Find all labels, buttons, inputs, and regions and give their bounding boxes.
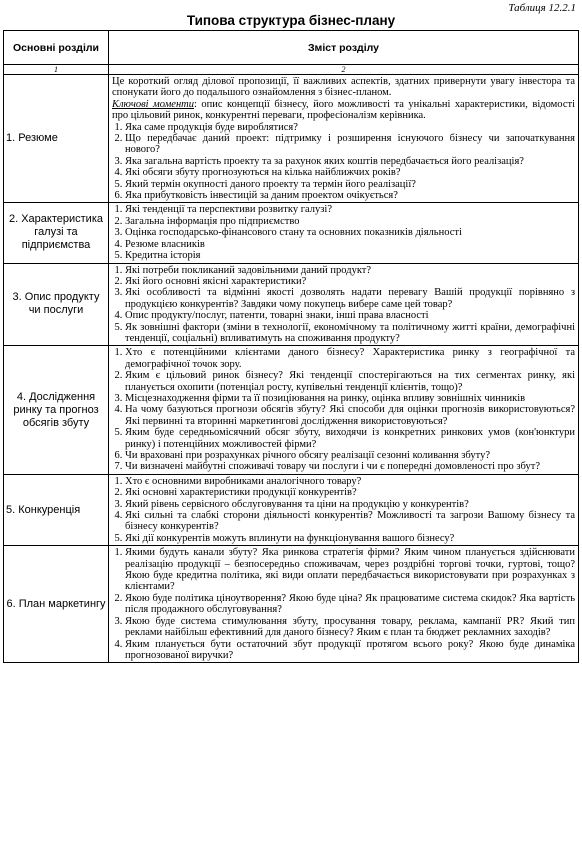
- list-item: 6. Чи враховані при розрахунках річного обсягу реалізації сезонні коливання збуту?: [125, 450, 575, 461]
- section-content: [109, 346, 579, 474]
- list-item: 1. Які тенденції та перспективи розвитку галузі?: [125, 204, 575, 215]
- business-plan-table: [3, 30, 579, 663]
- list-item: 5. Який термін окупності даного проекту та термін його реалізації?: [125, 179, 575, 190]
- list-item: 1. Хто є потенційними клієнтами даного бізнесу? Характеристика ринку з географічної та демографічної точок зору.: [125, 347, 575, 370]
- section-name: 4. Дослідження ринку та прогноз обсягів збуту: [4, 346, 109, 474]
- section-name: 2. Характеристика галузі та підприємства: [4, 203, 109, 263]
- list-item: 3. Оцінка господарсько-фінансового стану та основних показників діяльності: [125, 227, 575, 238]
- section-content: [109, 474, 579, 545]
- list-item: 5. Як зовнішні фактори (зміни в технології, економічному та політичному житті країни, демографічні тенденції, соціальні) впливатимуть на споживання продукту?: [125, 322, 575, 345]
- section-name: 3. Опис продукту чи послуги: [4, 263, 109, 346]
- list-item: 4. Які сильні та слабкі сторони діяльності конкурентів? Можливості та загрози Вашому бізнесу та бізнесу конкурентів?: [125, 510, 575, 533]
- question-list: [112, 265, 575, 345]
- section-name: 5. Конкуренція: [4, 474, 109, 545]
- table-row: [4, 546, 579, 663]
- header-content: Зміст розділу: [109, 31, 579, 65]
- section-content: [109, 75, 579, 203]
- intro-paragraph: [112, 76, 575, 99]
- question-list: [112, 347, 575, 472]
- list-item: 4. Резюме власників: [125, 239, 575, 250]
- list-item: 4. Які обсяги збуту прогнозуються на кілька найближчих років?: [125, 167, 575, 178]
- column-number-row: [4, 65, 579, 75]
- list-item: 7. Чи визначені майбутні споживачі товару чи послуги і чи є попередні домовленості про збут?: [125, 461, 575, 472]
- list-item: 1. Хто є основними виробниками аналогічного товару?: [125, 476, 575, 487]
- list-item: 1. Які потреби покликаний задовільними даний продукт?: [125, 265, 575, 276]
- list-item: 2. Які основні характеристики продукції конкурентів?: [125, 487, 575, 498]
- list-item: 6. Яка прибутковість інвестицій за даним проектом очікується?: [125, 190, 575, 201]
- question-list: [112, 204, 575, 261]
- header-sections: Основні розділи: [4, 31, 109, 65]
- table-row: [4, 346, 579, 474]
- list-item: 3. Який рівень сервісного обслуговування та ціни на продукцію у конкурентів?: [125, 499, 575, 510]
- list-item: 2. Що передбачає даний проект: підтримку і розширення існуючого бізнесу чи започаткування нового?: [125, 133, 575, 156]
- key-points-paragraph: [112, 99, 575, 122]
- section-content: [109, 546, 579, 663]
- list-item: 2. Загальна інформація про підприємство: [125, 216, 575, 227]
- list-item: 4. Яким планується бути остаточний збут продукції протягом всього року? Якою буде динаміка прогнозованої виручки?: [125, 639, 575, 662]
- list-item: 5. Кредитна історія: [125, 250, 575, 261]
- table-caption: Таблиця 12.2.1: [508, 2, 576, 14]
- list-item: 4. На чому базуються прогнози обсягів збуту? Які способи для оцінки прогнозів використовуються? Які первинні та вторинні маркетингові дослідження використовуються?: [125, 404, 575, 427]
- column-number-2: 2: [109, 65, 579, 75]
- list-item: 3. Яка загальна вартість проекту та за рахунок яких коштів передбачається його реалізація?: [125, 156, 575, 167]
- list-item: 5. Які дії конкурентів можуть вплинути на функціонування вашого бізнесу?: [125, 533, 575, 544]
- table-title: Типова структура бізнес-плану: [186, 13, 396, 28]
- table-row: [4, 263, 579, 346]
- list-item: 4. Опис продукту/послуг, патенти, товарні знаки, інші права власності: [125, 310, 575, 321]
- question-list: [112, 476, 575, 544]
- list-item: 1. Якими будуть канали збуту? Яка ринкова стратегія фірми? Яким чином планується здійснювати реалізацію продукції – безпосередньо споживачам, через роздрібні торгові точки, гуртові, тощо? Якою буде кредитна політика, які види оплати передбачається використовувати при розрахунках з клієнтами?: [125, 547, 575, 593]
- key-points-text: : опис концепції бізнесу, його можливості та унікальні характеристики, відомості про цільовий ринок, конкурентні переваги, професіоналізм керівника.: [112, 98, 575, 122]
- list-item: 3. Місцезнаходження фірми та її позиціювання на ринку, оцінка впливу зовнішніх чинників: [125, 393, 575, 404]
- table-row: [4, 203, 579, 263]
- intro-text: Це короткий огляд ділової пропозиції, її важливих аспектів, здатних привернути увагу інвестора та спонукати його до подальшого ознайомлення з бізнес-планом.: [112, 76, 575, 99]
- list-item: 3. Які особливості та відмінні якості дозволять надати перевагу Вашій продукції порівняно з продукцією конкурентів? Завдяки чому покупець вибере саме цей товар?: [125, 287, 575, 310]
- column-number-1: 1: [4, 65, 109, 75]
- table-row: [4, 75, 579, 203]
- section-content: [109, 263, 579, 346]
- list-item: 3. Якою буде система стимулювання збуту, просування товару, реклама, кампанії PR? Який тип реклами найбільш ефективний для даного бізнесу? Яким є план та бюджет рекламних заходів?: [125, 616, 575, 639]
- list-item: 2. Якою буде політика ціноутворення? Якою буде ціна? Як працюватиме система скидок? Яка вартість після продажного обслуговування?: [125, 593, 575, 616]
- list-item: 2. Яким є цільовий ринок бізнесу? Які тенденції спостерігаються на тих сегментах ринку, які планується охопити (потенціал росту, купівельні тенденції клієнтів, тощо)?: [125, 370, 575, 393]
- section-content: [109, 203, 579, 263]
- table-body: [4, 75, 579, 663]
- list-item: 2. Які його основні якісні характеристики?: [125, 276, 575, 287]
- section-name: 6. План маркетингу: [4, 546, 109, 663]
- section-name: 1. Резюме: [4, 75, 109, 203]
- key-points-label: Ключові моменти: [112, 98, 194, 110]
- header-row: [4, 31, 579, 65]
- table-row: [4, 474, 579, 545]
- question-list: [112, 547, 575, 661]
- question-list: [112, 122, 575, 202]
- list-item: 5. Яким буде середньомісячний обсяг збуту, виходячи із конкретних ринкових умов (кон'юнктури ринку) і потенційних можливостей фірми?: [125, 427, 575, 450]
- list-item: 1. Яка саме продукція буде вироблятися?: [125, 122, 575, 133]
